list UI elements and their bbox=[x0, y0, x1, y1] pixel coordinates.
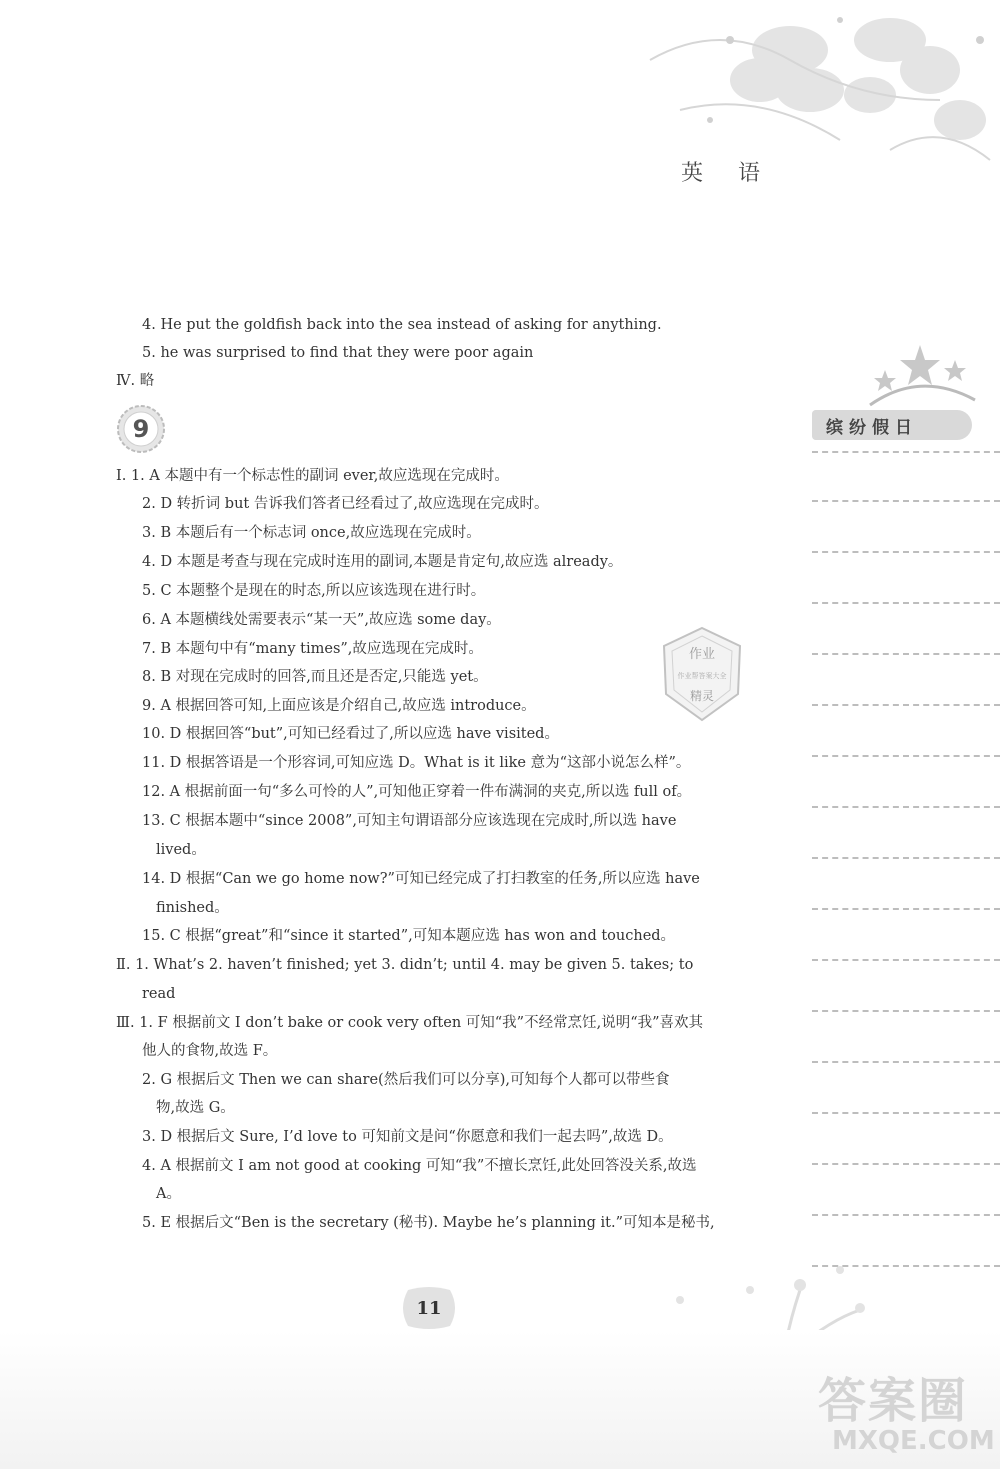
watermark-stamp bbox=[658, 624, 746, 724]
note-line bbox=[812, 959, 1000, 961]
note-line bbox=[812, 551, 1000, 553]
floral-decoration-top bbox=[640, 0, 1000, 180]
text-line: finished。 bbox=[156, 900, 229, 916]
text-line: 4. D 本题是考查与现在完成时连用的副词,本题是肯定句,故应选 already。 bbox=[142, 554, 623, 570]
text-line: 物,故选 G。 bbox=[156, 1100, 235, 1116]
note-line bbox=[812, 704, 1000, 706]
text-line: 11. D 根据答语是一个形容词,可知应选 D。What is it like 意为“这部小说怎么样”。 bbox=[142, 755, 691, 771]
watermark-logo bbox=[818, 1373, 995, 1456]
text-line: 2. G 根据后文 Then we can share(然后我们可以分享),可知每个人都可以带些食 bbox=[142, 1072, 670, 1088]
note-line bbox=[812, 1214, 1000, 1216]
text-line: 7. B 本题句中有“many times”,故应选现在完成时。 bbox=[142, 641, 483, 657]
text-line: 12. A 根据前面一句“多么可怜的人”,可知他正穿着一件布满洞的夹克,所以选 full of。 bbox=[142, 784, 692, 800]
note-line bbox=[812, 653, 1000, 655]
text-line: 他人的食物,故选 F。 bbox=[142, 1043, 278, 1059]
stamp-badge-icon bbox=[658, 624, 746, 724]
text-line: 9. A 根据回答可知,上面应该是介绍自己,故应选 introduce。 bbox=[142, 698, 536, 714]
note-line bbox=[812, 451, 1000, 453]
text-line: 8. B 对现在完成时的回答,而且还是否定,只能选 yet。 bbox=[142, 669, 488, 685]
note-line bbox=[812, 1010, 1000, 1012]
text-line: 3. D 根据后文 Sure, I’d love to 可知前文是问“你愿意和我们一起去吗”,故选 D。 bbox=[142, 1129, 673, 1145]
text-line: lived。 bbox=[156, 842, 206, 858]
text-line: Ⅱ. 1. What’s 2. haven’t finished; yet 3. didn’t; until 4. may be given 5. takes; to bbox=[116, 957, 694, 973]
stamp-middle-text: 作业帮答案大全 bbox=[677, 672, 727, 680]
subject-title: 英 语 bbox=[681, 161, 774, 186]
note-line bbox=[812, 500, 1000, 502]
note-line bbox=[812, 1061, 1000, 1063]
text-line: 3. B 本题后有一个标志词 once,故应选现在完成时。 bbox=[142, 525, 481, 541]
text-line: 15. C 根据“great”和“since it started”,可知本题应选 has won and touched。 bbox=[142, 928, 676, 944]
note-line bbox=[812, 602, 1000, 604]
text-line: 10. D 根据回答“but”,可知已经看过了,所以应选 have visited。 bbox=[142, 726, 559, 742]
text-line: Ⅳ. 略 bbox=[116, 373, 155, 389]
sidebar-title: 缤纷假日 bbox=[812, 410, 972, 440]
text-line: 14. D 根据“Can we go home now?”可知已经完成了打扫教室的任务,所以应选 have bbox=[142, 871, 700, 887]
note-line bbox=[812, 1112, 1000, 1114]
text-line: 13. C 根据本题中“since 2008”,可知主句谓语部分应该选现在完成时,所以选 have bbox=[142, 813, 677, 829]
page-number-badge bbox=[398, 1286, 460, 1330]
section-number-badge bbox=[116, 404, 166, 454]
text-line: 5. he was surprised to find that they were poor again bbox=[142, 345, 534, 361]
note-line bbox=[812, 755, 1000, 757]
note-line bbox=[812, 908, 1000, 910]
text-line: read bbox=[142, 986, 176, 1002]
text-line: 4. A 根据前文 I am not good at cooking 可知“我”不擅长烹饪,此处回答没关系,故选 bbox=[142, 1158, 697, 1174]
text-line: 4. He put the goldfish back into the sea instead of asking for anything. bbox=[142, 317, 662, 333]
text-line: 5. C 本题整个是现在的时态,所以应该选现在进行时。 bbox=[142, 583, 486, 599]
star-decoration bbox=[860, 340, 980, 410]
stamp-top-text: 作业 bbox=[688, 647, 716, 662]
text-line: 6. A 本题横线处需要表示“某一天”,故应选 some day。 bbox=[142, 612, 501, 628]
note-line bbox=[812, 806, 1000, 808]
note-line bbox=[812, 1163, 1000, 1165]
note-line bbox=[812, 857, 1000, 859]
text-line: Ⅰ. 1. A 本题中有一个标志性的副词 ever,故应选现在完成时。 bbox=[116, 468, 509, 484]
section-number: 9 bbox=[132, 415, 150, 443]
stamp-bottom-text: 精灵 bbox=[689, 689, 715, 703]
watermark-logo-text: 答案圈 bbox=[818, 1373, 969, 1429]
page-number: 11 bbox=[416, 1297, 442, 1319]
text-line: 5. E 根据后文“Ben is the secretary (秘书). Maybe he’s planning it.”可知本是秘书, bbox=[142, 1215, 715, 1231]
watermark-site-text: MXQE.COM bbox=[832, 1426, 995, 1456]
text-line: Ⅲ. 1. F 根据前文 I don’t bake or cook very often 可知“我”不经常烹饪,说明“我”喜欢其 bbox=[116, 1015, 704, 1031]
text-line: 2. D 转折词 but 告诉我们答者已经看过了,故应选现在完成时。 bbox=[142, 496, 549, 512]
text-line: A。 bbox=[156, 1186, 181, 1202]
